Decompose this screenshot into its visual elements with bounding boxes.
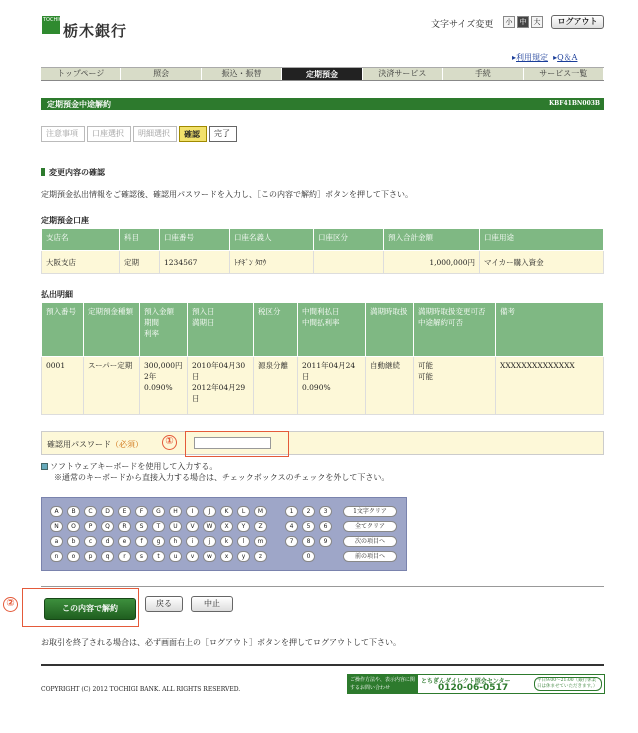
nav-payment[interactable]: 決済サービス xyxy=(363,68,443,80)
key-digit-6[interactable]: 6 xyxy=(319,521,332,532)
key-lowercase-w[interactable]: w xyxy=(203,551,216,562)
col-amount-term-rate: 預入金額 期間 利率 xyxy=(140,303,188,357)
step-confirm: 確認 xyxy=(179,126,207,142)
cell-remarks: XXXXXXXXXXXXXX xyxy=(496,357,604,415)
key-uppercase-I[interactable]: I xyxy=(186,506,199,517)
cell-branch: 大阪支店 xyxy=(42,251,120,274)
software-keyboard-label: ソフトウェアキーボードを使用して入力する。 xyxy=(50,462,218,471)
logout-notice: お取引を終了される場合は、必ず画面右上の［ログアウト］ボタンを押してログアウトして下さい。 xyxy=(41,638,401,647)
cell-maturity-handling: 自動継続 xyxy=(366,357,414,415)
annotation-marker-1: ① xyxy=(162,435,177,450)
software-keyboard-option xyxy=(41,461,389,483)
cell-account-type xyxy=(314,251,384,274)
key-uppercase-M[interactable]: M xyxy=(254,506,267,517)
key-uppercase-Z[interactable]: Z xyxy=(254,521,267,532)
cell-subject: 定期 xyxy=(120,251,160,274)
key-uppercase-X[interactable]: X xyxy=(220,521,233,532)
detail-table-title: 払出明細 xyxy=(41,289,73,299)
col-tax-category: 税区分 xyxy=(254,303,298,357)
key-uppercase-E[interactable]: E xyxy=(118,506,131,517)
key-lowercase-e[interactable]: e xyxy=(118,536,131,547)
key-uppercase-L[interactable]: L xyxy=(237,506,250,517)
key-uppercase-S[interactable]: S xyxy=(135,521,148,532)
key-lowercase-y[interactable]: y xyxy=(237,551,250,562)
key-uppercase-H[interactable]: H xyxy=(169,506,182,517)
key-lowercase-g[interactable]: g xyxy=(152,536,165,547)
nav-transfer[interactable]: 振込・振替 xyxy=(202,68,282,80)
key-lowercase-q[interactable]: q xyxy=(101,551,114,562)
cell-tax-category: 源泉分離 xyxy=(254,357,298,415)
col-subject: 科目 xyxy=(120,229,160,251)
cell-account-holder: ﾄﾁｷﾞﾝ ﾀﾛｳ xyxy=(230,251,314,274)
nav-service-list[interactable]: サービス一覧 xyxy=(524,68,604,80)
key-uppercase-Y[interactable]: Y xyxy=(237,521,250,532)
previous-field-button[interactable]: 前の項目へ xyxy=(343,551,397,562)
bank-name: 栃木銀行 xyxy=(63,22,128,40)
back-button[interactable]: 戻る xyxy=(145,596,183,612)
key-uppercase-G[interactable]: G xyxy=(152,506,165,517)
key-lowercase-v[interactable]: v xyxy=(186,551,199,562)
key-uppercase-N[interactable]: N xyxy=(50,521,63,532)
key-digit-3[interactable]: 3 xyxy=(319,506,332,517)
key-digit-9[interactable]: 9 xyxy=(319,536,332,547)
key-digit-0[interactable]: 0 xyxy=(302,551,315,562)
key-lowercase-i[interactable]: i xyxy=(186,536,199,547)
cell-change-availability: 可能 可能 xyxy=(414,357,496,415)
detail-table xyxy=(41,302,604,415)
key-digit-7[interactable]: 7 xyxy=(285,536,298,547)
step-notice: 注意事項 xyxy=(41,126,85,142)
key-lowercase-o[interactable]: o xyxy=(67,551,80,562)
divider xyxy=(41,586,604,587)
col-branch: 支店名 xyxy=(42,229,120,251)
col-deposit-maturity-date: 預入日 満期日 xyxy=(188,303,254,357)
banner-phone: 0120-06-0517 xyxy=(438,683,509,693)
font-size-large-button[interactable]: 大 xyxy=(531,16,543,28)
cell-purpose: マイカー購入資金 xyxy=(480,251,604,274)
cell-total-amount: 1,000,000円 xyxy=(384,251,480,274)
key-digit-8[interactable]: 8 xyxy=(302,536,315,547)
key-uppercase-J[interactable]: J xyxy=(203,506,216,517)
nav-procedures[interactable]: 手続 xyxy=(443,68,523,80)
terms-link[interactable]: 利用規定 xyxy=(516,53,549,62)
clear-all-button[interactable]: 全てクリア xyxy=(343,521,397,532)
contact-center-banner[interactable] xyxy=(347,674,605,694)
col-deposit-number: 預入番号 xyxy=(42,303,84,357)
page-title-bar xyxy=(41,98,604,110)
key-digit-5[interactable]: 5 xyxy=(302,521,315,532)
col-account-holder: 口座名義人 xyxy=(230,229,314,251)
key-lowercase-k[interactable]: k xyxy=(220,536,233,547)
col-purpose: 口座用途 xyxy=(480,229,604,251)
key-uppercase-D[interactable]: D xyxy=(101,506,114,517)
key-lowercase-x[interactable]: x xyxy=(220,551,233,562)
step-detail-select: 明細選択 xyxy=(133,126,177,142)
table-row xyxy=(42,357,604,415)
key-lowercase-t[interactable]: t xyxy=(152,551,165,562)
key-lowercase-b[interactable]: b xyxy=(67,536,80,547)
screen-code: KBF41BN003B xyxy=(548,100,600,107)
key-lowercase-r[interactable]: r xyxy=(118,551,131,562)
next-field-button[interactable]: 次の項目へ xyxy=(343,536,397,547)
key-uppercase-Q[interactable]: Q xyxy=(101,521,114,532)
progress-steps xyxy=(41,126,239,142)
key-lowercase-j[interactable]: j xyxy=(203,536,216,547)
faq-link[interactable]: Q＆A xyxy=(557,53,578,62)
col-account-number: 口座番号 xyxy=(160,229,230,251)
cell-deposit-maturity-date: 2010年04月30日 2012年04月29日 xyxy=(188,357,254,415)
nav-top[interactable]: トップページ xyxy=(41,68,121,80)
key-uppercase-B[interactable]: B xyxy=(67,506,80,517)
confirm-cancel-contract-button[interactable]: この内容で解約 xyxy=(44,598,136,620)
account-table xyxy=(41,228,604,274)
font-size-medium-button[interactable]: 中 xyxy=(517,16,529,28)
key-lowercase-h[interactable]: h xyxy=(169,536,182,547)
help-links: ▸利用規定 ▸Q＆A xyxy=(512,53,578,62)
cell-deposit-number: 0001 xyxy=(42,357,84,415)
key-uppercase-T[interactable]: T xyxy=(152,521,165,532)
nav-time-deposit[interactable]: 定期預金 xyxy=(282,68,362,80)
password-label xyxy=(47,439,143,450)
page-title: 定期預金中途解約 xyxy=(47,99,111,109)
key-digit-4[interactable]: 4 xyxy=(285,521,298,532)
key-lowercase-a[interactable]: a xyxy=(50,536,63,547)
key-uppercase-V[interactable]: V xyxy=(186,521,199,532)
key-uppercase-P[interactable]: P xyxy=(84,521,97,532)
key-uppercase-C[interactable]: C xyxy=(84,506,97,517)
font-size-small-button[interactable]: 小 xyxy=(503,16,515,28)
software-keyboard-checkbox[interactable] xyxy=(41,463,48,470)
annotation-marker-2: ② xyxy=(3,597,18,612)
required-mark: （必須） xyxy=(111,440,143,449)
clear-one-char-button[interactable]: 1文字クリア xyxy=(343,506,397,517)
key-lowercase-m[interactable]: m xyxy=(254,536,267,547)
logout-button[interactable]: ログアウト xyxy=(551,15,604,29)
col-total-amount: 預入合計金額 xyxy=(384,229,480,251)
key-lowercase-p[interactable]: p xyxy=(84,551,97,562)
section-heading: 変更内容の確認 xyxy=(41,167,105,178)
step-complete: 完了 xyxy=(209,126,237,142)
key-lowercase-u[interactable]: u xyxy=(169,551,182,562)
key-uppercase-W[interactable]: W xyxy=(203,521,216,532)
key-lowercase-s[interactable]: s xyxy=(135,551,148,562)
table-row xyxy=(42,251,604,274)
key-digit-2[interactable]: 2 xyxy=(302,506,315,517)
key-uppercase-O[interactable]: O xyxy=(67,521,80,532)
step-account-select: 口座選択 xyxy=(87,126,131,142)
key-lowercase-n[interactable]: n xyxy=(50,551,63,562)
col-interim-interest: 中間利払日 中間払利率 xyxy=(298,303,366,357)
nav-inquiry[interactable]: 照会 xyxy=(121,68,201,80)
key-lowercase-z[interactable]: z xyxy=(254,551,267,562)
col-deposit-type: 定期預金種類 xyxy=(84,303,140,357)
font-size-label: 文字サイズ変更 xyxy=(431,20,494,30)
key-uppercase-F[interactable]: F xyxy=(135,506,148,517)
cell-interim-interest: 2011年04月24日 0.090% xyxy=(298,357,366,415)
bank-logo-mark: TOCHIGIN xyxy=(42,16,60,34)
password-label-text: 確認用パスワード xyxy=(47,440,111,449)
banner-title: とちぎんダイレクト照会センター xyxy=(421,678,511,685)
col-maturity-handling: 満期時取扱 xyxy=(366,303,414,357)
key-uppercase-R[interactable]: R xyxy=(118,521,131,532)
key-uppercase-A[interactable]: A xyxy=(50,506,63,517)
col-remarks: 備考 xyxy=(496,303,604,357)
key-lowercase-d[interactable]: d xyxy=(101,536,114,547)
account-table-title: 定期預金口座 xyxy=(41,215,89,225)
main-nav xyxy=(41,67,604,81)
banner-hours: 平日9:00〜21:00（銀行休業日は休ませていただきます。） xyxy=(534,677,602,691)
key-digit-1[interactable]: 1 xyxy=(285,506,298,517)
cell-account-number: 1234567 xyxy=(160,251,230,274)
key-lowercase-f[interactable]: f xyxy=(135,536,148,547)
col-change-availability: 満期時取扱変更可否 中途解約可否 xyxy=(414,303,496,357)
key-uppercase-U[interactable]: U xyxy=(169,521,182,532)
key-lowercase-c[interactable]: c xyxy=(84,536,97,547)
key-uppercase-K[interactable]: K xyxy=(220,506,233,517)
footer-divider xyxy=(41,664,604,666)
confirm-password-input[interactable] xyxy=(194,437,271,449)
cell-deposit-type: スーパー定期 xyxy=(84,357,140,415)
banner-inquiry-text: ご操作方法や、表示内容に関するお問い合わせ xyxy=(348,675,418,693)
key-lowercase-l[interactable]: l xyxy=(237,536,250,547)
copyright: COPYRIGHT (C) 2012 TOCHIGI BANK. ALL RIGHTS RESERVED. xyxy=(41,686,241,693)
instruction-text: 定期預金払出情報をご確認後、確認用パスワードを入力し、［この内容で解約］ボタンを押して下さい。 xyxy=(41,190,413,199)
col-account-type: 口座区分 xyxy=(314,229,384,251)
cell-amount-term-rate: 300,000円 2年 0.090% xyxy=(140,357,188,415)
software-keyboard xyxy=(41,497,407,571)
software-keyboard-note: ※通常のキーボードから直接入力する場合は、チェックボックスのチェックを外して下さい。 xyxy=(54,473,390,482)
abort-button[interactable]: 中止 xyxy=(191,596,233,612)
